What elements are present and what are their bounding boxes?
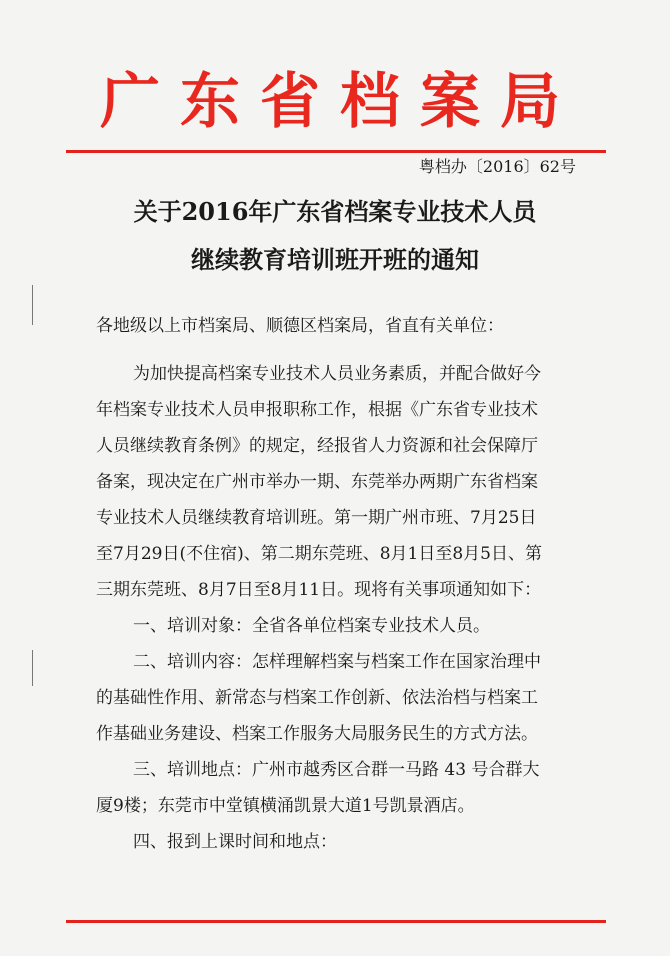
document-title-line-1: 关于2016年广东省档案专业技术人员 [133,197,537,226]
margin-mark [32,285,33,325]
body-line: 人员继续教育条例》的规定，经报省人力资源和社会保障厅 [96,436,538,456]
body-line: 至7月29日(不住宿)、第二期东莞班、8月1日至8月5日、第 [96,544,542,564]
letterhead-red-rule [66,150,606,153]
body-line: 三期东莞班、8月7日至8月11日。现将有关事项通知如下： [96,580,542,600]
section-item-3: 三、培训地点：广州市越秀区合群一马路 43 号合群大 [133,760,540,780]
body-line: 的基础性作用、新常态与档案工作创新、依法治档与档案工 [96,688,538,708]
body-line: 年档案专业技术人员申报职称工作，根据《广东省专业技术 [96,400,538,420]
body-line: 为加快提高档案专业技术人员业务素质，并配合做好今 [133,364,541,384]
section-item-4: 四、报到上课时间和地点： [133,832,337,852]
body-line: 厦9楼；东莞市中堂镇横涌凯景大道1号凯景酒店。 [96,796,475,816]
body-line: 备案，现决定在广州市举办一期、东莞举办两期广东省档案 [96,472,538,492]
body-line: 作基础业务建设、档案工作服务大局服务民生的方式方法。 [96,724,538,744]
margin-mark [32,650,33,686]
document-number: 粤档办〔2016〕62号 [418,157,576,176]
body-line: 专业技术人员继续教育培训班。第一期广州市班、7月25日 [96,508,537,528]
section-item-2: 二、培训内容：怎样理解档案与档案工作在国家治理中 [133,652,541,672]
section-item-1: 一、培训对象：全省各单位档案专业技术人员。 [133,616,490,636]
letterhead-org-name: 广东省档案局 [100,67,580,137]
addressee-line: 各地级以上市档案局、顺德区档案局，省直有关单位： [96,316,504,336]
document-title-line-2: 继续教育培训班开班的通知 [191,245,479,274]
footer-red-rule [66,920,606,923]
